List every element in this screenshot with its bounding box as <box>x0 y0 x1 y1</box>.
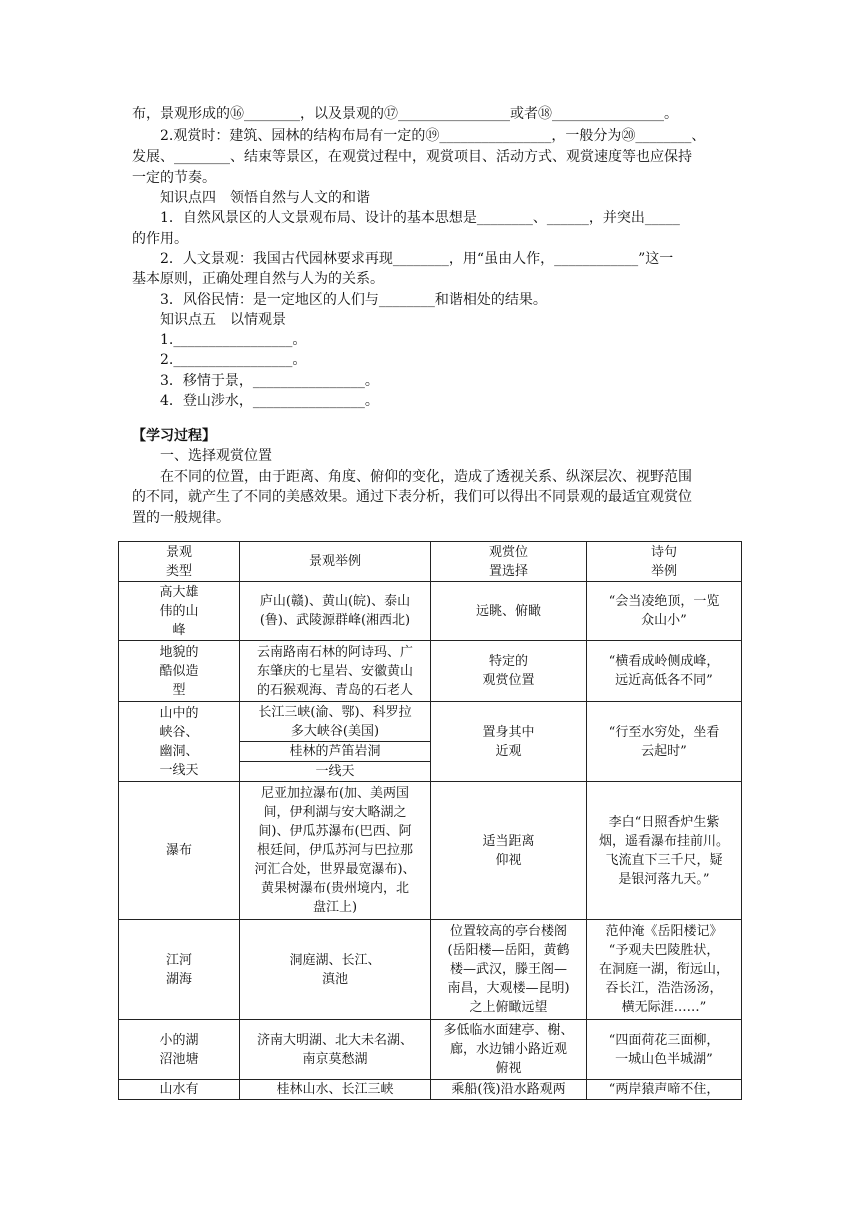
table-cell: 范仲淹《岳阳楼记》 “予观夫巴陵胜状， 在洞庭一湖，衔远山， 吞长江，浩浩汤汤， 横无际涯……” <box>587 920 742 1020</box>
table-header-row <box>119 542 742 582</box>
table-row <box>119 920 742 1020</box>
table-row <box>119 1020 742 1080</box>
table-cell: 桂林山水、长江三峡 <box>240 1080 431 1100</box>
header-cell: 诗句 举例 <box>587 542 742 582</box>
table-cell: 置身其中 近观 <box>431 702 587 782</box>
text-line: 2._________________。 <box>160 352 307 368</box>
table-cell: 济南大明湖、北大未名湖、 南京莫愁湖 <box>240 1020 431 1080</box>
table-cell: 位置较高的亭台楼阁 (岳阳楼—岳阳，黄鹤 楼—武汉，滕王阁— 南昌，大观楼—昆明) 之上俯瞰远望 <box>431 920 587 1020</box>
header-cell: 景观举例 <box>240 542 431 582</box>
text-line: 一定的节奏。 <box>132 170 216 186</box>
table-cell: 山中的 峡谷、 幽洞、 一线天 <box>119 702 240 782</box>
table-cell: 桂林的芦笛岩洞 <box>240 742 431 762</box>
header-cell: 观赏位 置选择 <box>431 542 587 582</box>
knowledge-point-5-title: 知识点五 以情观景 <box>160 312 286 328</box>
table-cell: “横看成岭侧成峰， 远近高低各不同” <box>587 641 742 702</box>
table-cell: “行至水穷处，坐看 云起时” <box>587 702 742 782</box>
text-line: 2.观赏时：建筑、园林的结构布局有一定的⑲________________，一般分为⑳________、 <box>160 128 706 144</box>
table-cell: 适当距离 仰视 <box>431 782 587 920</box>
table-cell: “两岸猿声啼不住， <box>587 1080 742 1100</box>
text-line: 4．登山涉水，________________。 <box>160 393 379 409</box>
table-cell: 多低临水面建亭、榭、 廊，水边铺小路近观 俯视 <box>431 1020 587 1080</box>
table-cell: 瀑布 <box>119 782 240 920</box>
table-cell: 尼亚加拉瀑布(加、美两国 间，伊利湖与安大略湖之 间)、伊瓜苏瀑布(巴西、阿 根廷间，伊瓜苏河与巴拉那 河汇合处，世界最宽瀑布)、 黄果树瀑布(贵州境内，北 盘江上) <box>240 782 431 920</box>
table-cell: 地貌的 酷似造 型 <box>119 641 240 702</box>
table-cell: 李白“日照香炉生紫 烟，遥看瀑布挂前川。 飞流直下三千尺，疑 是银河落九天。” <box>587 782 742 920</box>
table-row <box>119 782 742 920</box>
table-cell: 云南路南石林的阿诗玛、广 东肇庆的七星岩、安徽黄山 的石猴观海、青岛的石老人 <box>240 641 431 702</box>
viewing-position-table <box>118 541 742 1100</box>
text-line: 2．人文景观：我国古代园林要求再现________，用“虽由人作，____________”这一 <box>160 251 674 267</box>
table-cell: 洞庭湖、长江、 滇池 <box>240 920 431 1020</box>
table-cell: 江河 湖海 <box>119 920 240 1020</box>
table-cell: 庐山(赣)、黄山(皖)、泰山 (鲁)、武陵源群峰(湘西北) <box>240 582 431 641</box>
table-cell: “四面荷花三面柳， 一城山色半城湖” <box>587 1020 742 1080</box>
text-line: 基本原则，正确处理自然与人为的关系。 <box>132 271 384 287</box>
table-cell: 乘船(筏)沿水路观两 <box>431 1080 587 1100</box>
table-row <box>119 641 742 702</box>
table-row <box>119 1080 742 1100</box>
table-cell: 特定的 观赏位置 <box>431 641 587 702</box>
table-cell: 高大雄 伟的山 峰 <box>119 582 240 641</box>
knowledge-point-4-title: 知识点四 领悟自然与人文的和谐 <box>160 190 370 206</box>
text-line: 置的一般规律。 <box>132 510 230 526</box>
table-row <box>119 702 742 742</box>
table-cell: 长江三峡(渝、鄂)、科罗拉 多大峡谷(美国) <box>240 702 431 742</box>
text-line: 布，景观形成的⑯________，以及景观的⑰________________或者⑱________________。 <box>132 106 678 122</box>
subsection-title: 一、选择观赏位置 <box>160 448 272 464</box>
text-line: 的不同，就产生了不同的美感效果。通过下表分析，我们可以得出不同景观的最适宜观赏位 <box>132 489 692 505</box>
text-line: 发展、________、结束等景区，在观赏过程中，观赏项目、活动方式、观赏速度等也应保持 <box>132 149 692 165</box>
table-cell: “会当凌绝顶，一览 众山小” <box>587 582 742 641</box>
section-heading: 【学习过程】 <box>132 428 216 444</box>
text-line: 在不同的位置，由于距离、角度、俯仰的变化，造成了透视关系、纵深层次、视野范围 <box>160 469 692 485</box>
table-cell: 远眺、俯瞰 <box>431 582 587 641</box>
table-cell: 一线天 <box>240 762 431 782</box>
table-row <box>119 582 742 641</box>
header-cell: 景观 类型 <box>119 542 240 582</box>
table-cell: 小的湖 沼池塘 <box>119 1020 240 1080</box>
text-line: 3．风俗民情：是一定地区的人们与________和谐相处的结果。 <box>160 292 547 308</box>
text-line: 的作用。 <box>132 231 188 247</box>
table-cell: 山水有 <box>119 1080 240 1100</box>
text-line: 1．自然风景区的人文景观布局、设计的基本思想是________、______，并突出_____ <box>160 210 680 226</box>
text-line: 3．移情于景，________________。 <box>160 373 379 389</box>
text-line: 1._________________。 <box>160 332 307 348</box>
